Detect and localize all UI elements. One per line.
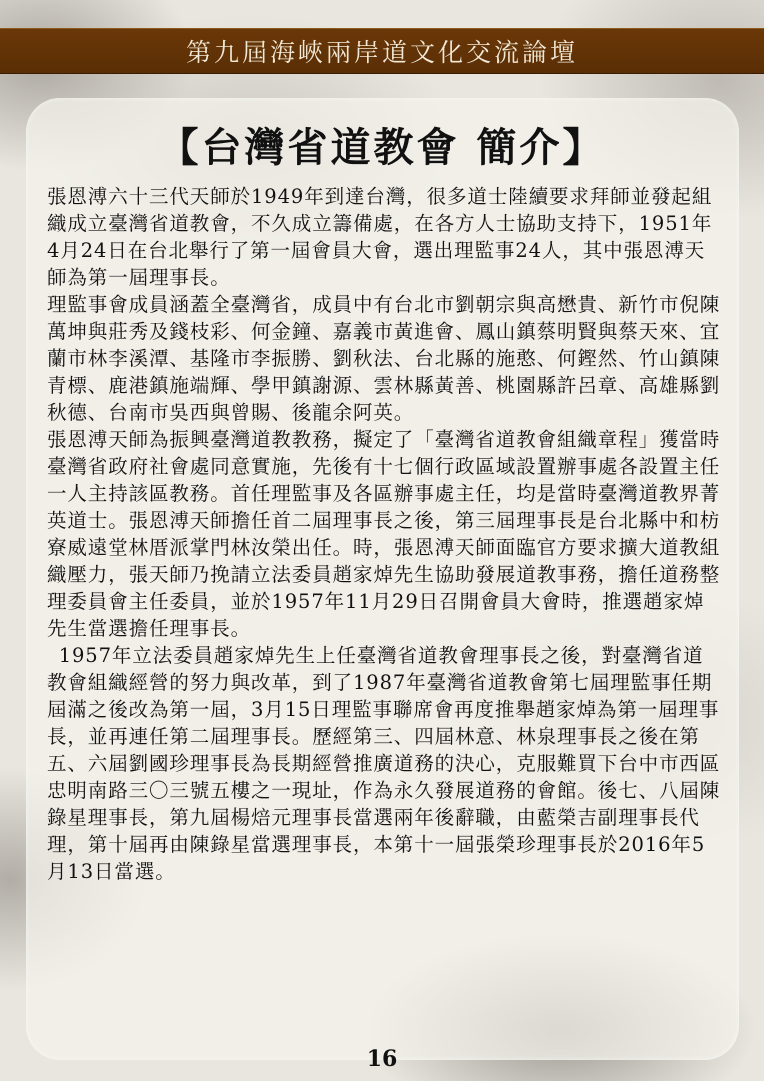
page-number: 16 [366, 1046, 398, 1072]
paragraph: 張恩溥天師為振興臺灣道教教務，擬定了「臺灣省道教會組織章程」獲當時臺灣省政府社會處同意實施，先後有十七個行政區域設置辦事處各設置主任一人主持該區教務。首任理監事及各區辦事處主任，均是當時臺灣道教界菁英道士。張恩溥天師擔任首二屆理事長之後，第三屆理事長是台北縣中和枋寮威遠堂林厝派掌門林汝榮出任。時，張恩溥天師面臨官方要求擴大道教組織壓力，張天師乃挽請立法委員趙家焯先生協助發展道教事務，擔任道務整理委員會主任委員，並於1957年11月29日召開會員大會時，推選趙家焯先生當選擔任理事長。 [47, 428, 721, 640]
paragraph: 理監事會成員涵蓋全臺灣省，成員中有台北市劉朝宗與高懋貴、新竹市倪陳萬坤與莊秀及錢枝彩、何金鐘、嘉義市黃進會、鳳山鎮蔡明賢與蔡天來、宜蘭市林李溪潭、基隆市李振勝、劉秋法、台北縣的施憨、何鏗然、竹山鎮陳青標、鹿港鎮施端輝、學甲鎮謝源、雲林縣黃善、桃園縣許呂章、高雄縣劉秋德、台南市吳西與曾賜、後龍余阿英。 [47, 293, 721, 424]
article-body [47, 183, 723, 885]
paragraph: 張恩溥六十三代天師於1949年到達台灣，很多道士陸續要求拜師並發起組織成立臺灣省道教會，不久成立籌備處，在各方人士協助支持下，1951年4月24日在台北舉行了第一屆會員大會，選出理監事24人，其中張恩溥天師為第一屆理事長。 [47, 185, 713, 289]
paragraph: 1957年立法委員趙家焯先生上任臺灣省道教會理事長之後，對臺灣省道教會組織經營的努力與改革，到了1987年臺灣省道教會第七屆理監事任期屆滿之後改為第一屆，3月15日理監事聯席會再度推舉趙家焯為第一屆理事長，並再連任第二屆理事長。歷經第三、四屆林意、林泉理事長之後在第五、六屆劉國珍理事長為長期經營推廣道務的決心，克服難買下台中市西區忠明南路三〇三號五樓之一現址，作為永久發展道務的會館。後七、八屆陳錄星理事長，第九屆楊焙元理事長當選兩年後辭職，由藍榮吉副理事長代理，第十屆再由陳錄星當選理事長，本第十一屆張榮珍理事長於2016年5月13日當選。 [47, 644, 721, 883]
forum-title: 第九屆海峽兩岸道文化交流論壇 [185, 38, 578, 67]
forum-header-banner [0, 28, 764, 74]
article-title: 【台灣省道教會 簡介】 [158, 124, 606, 171]
